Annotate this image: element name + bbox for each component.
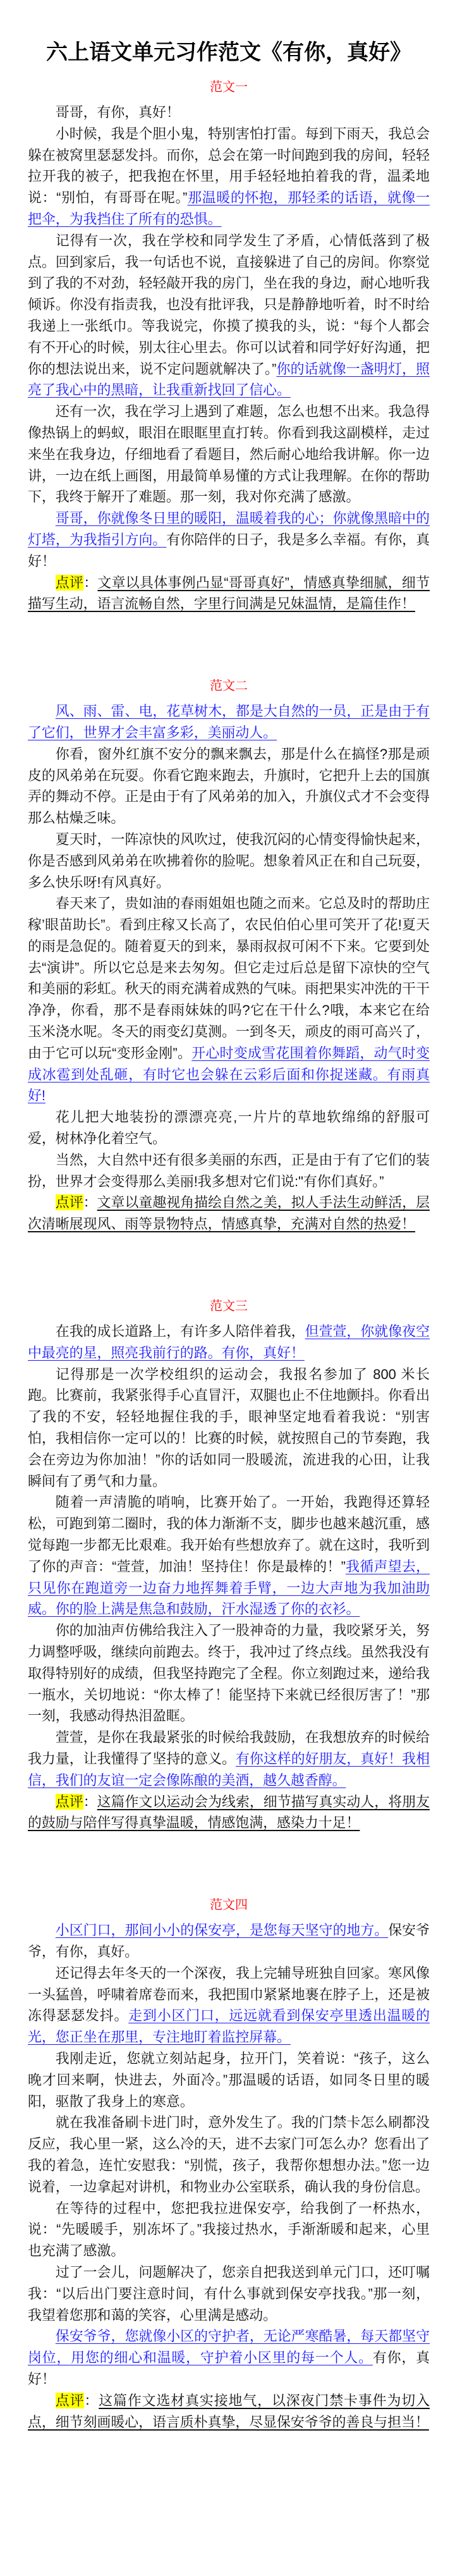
paragraph-text: 随着一声清脆的哨响，比赛开始了。一开始，我跑得还算轻松，可跑到第二圈时，我的体力渐渐不支，脚步也越来越沉重，感觉每跑一步都无比艰难。我开始有些想放弃了。就在这时，我听到了你的声音：“萱萱，加油！坚持住！你是最棒的！” (28, 1494, 430, 1574)
highlighted-sentence: 那温暖的怀抱，那轻柔的话语，就像一把伞，为我挡住了所有的恐惧。 (28, 190, 430, 227)
essay-paragraph (28, 123, 430, 230)
paragraph-text: 哥哥，有你，真好！ (55, 104, 180, 120)
review-comment (28, 1791, 430, 1834)
essay-section (28, 77, 430, 615)
document-title: 六上语文单元习作范文《有你，真好》 (46, 40, 411, 64)
paragraph-text: 你看，窗外红旗不安分的飘来飘去，那是什么在搞怪?那是顽皮的风弟弟在玩耍。你看它跑来跑去，升旗时，它把升上去的国旗弄的舞动不停。正是由于有了风弟弟的加入，升旗仪式才不会变得那么枯燥乏味。 (28, 745, 430, 826)
highlighted-sentence: 风、雨、雷、电，花草树木，都是大自然的一员，正是由于有了它们，世界才会丰富多彩，美丽动人。 (28, 703, 430, 740)
highlighted-sentence: 开心时变成雪花围着你舞蹈，动气时变成冰雹到处乱砸，有时它也会躲在云彩后面和你捉迷藏。有雨真好! (28, 1045, 430, 1104)
essay-section (28, 1894, 430, 2432)
paragraph-text: 还记得去年冬天的一个深夜，我上完辅导班独自回家。寒风像一头猛兽，呼啸着席卷而来，我把围巾紧紧地裹在脖子上，还是被冻得瑟瑟发抖。 (28, 1965, 430, 2024)
essay-section (28, 675, 430, 1235)
highlighted-sentence: 小区门口，那间小小的保安亭，是您每天坚守的地方。 (55, 1922, 389, 1939)
review-label: 点评 (55, 574, 84, 591)
paragraph-text: 保安爷爷，有你，真好。 (28, 1922, 430, 1960)
essay-paragraph (28, 1492, 430, 1620)
review-comment (28, 2390, 430, 2433)
essay-paragraph (28, 508, 430, 572)
essay-heading: 范文一 (210, 80, 248, 94)
essay-paragraph (28, 2198, 430, 2262)
paragraph-text: 萱萱，是你在我最紧张的时候给我鼓励，在我想放弃的时候给我力量，让我懂得了坚持的意义。 (28, 1729, 430, 1767)
review-label: 点评 (55, 2392, 85, 2408)
essay-heading: 范文三 (210, 1299, 248, 1314)
essay-paragraph (28, 893, 430, 1107)
essay-paragraph (28, 1107, 430, 1150)
highlighted-sentence: 但萱萱，你就像夜空中最亮的星，照亮我前行的路。有你，真好！ (28, 1323, 430, 1361)
highlighted-sentence: 有你这样的好朋友，真好！我相信，我们的友谊一定会像陈酿的美酒，越久越香醇。 (28, 1750, 430, 1788)
essay-paragraph (28, 401, 430, 508)
paragraph-text: 过了一会儿，问题解决了，您亲自把我送到单元门口，还叮嘱我：“以后出门要注意时间，有什么事就到保安亭找我。”那一刻，我望着您那和蔼的笑容，心里满是感动。 (28, 2264, 430, 2323)
essay-paragraph (28, 1364, 430, 1492)
essay-paragraph (28, 230, 430, 401)
essay-heading: 范文四 (210, 1898, 248, 1913)
paragraph-text: 春天来了，贵如油的春雨姐姐也随之而来。它总及时的帮助庄稼’眼苗助长”。看到庄稼又长高了，农民伯伯心里可笑开了花!夏天的雨是急促的。随着夏天的到来，暴雨叔叔可闲不下来。它要到处去“演讲”。所以它总是来去匆匆。但它走过后总是留下凉快的空气和美丽的彩虹。秋天的雨充满着成熟的气味。雨把果实冲洗的干干净净，你看，那不是春雨妹妹的吗?它在干什么?哦，本来它在给玉米浇水呢。冬天的雨变幻莫测。一到冬天，顽皮的雨可高兴了，由于它可以玩“变形金刚”。 (28, 895, 430, 1061)
paragraph-text: 夏天时，一阵凉快的风吹过，使我沉闷的心情变得愉快起来，你是否感到风弟弟在吹拂着你的脸呢。想象着风正在和自己玩耍，多么快乐呀!有风真好。 (28, 831, 430, 890)
essay-paragraph (28, 701, 430, 744)
review-text: 文章以童趣视角描绘自然之美，拟人手法生动鲜活，层次清晰展现风、雨等景物特点，情感真挚，充满对自然的热爱！ (28, 1194, 430, 1232)
essay-paragraph (28, 1150, 430, 1193)
essay-paragraph (28, 744, 430, 829)
review-label: 点评 (55, 1194, 83, 1211)
paragraph-text: 在等待的过程中，您把我拉进保安亭，给我倒了一杯热水，说：“先暖暖手，别冻坏了。”我接过热水，手渐渐暖和起来，心里也充满了感激。 (28, 2200, 430, 2259)
review-text: 这篇作文以运动会为线索，细节描写真实动人，将朋友的鼓励与陪伴写得真挚温暖，情感饱满，感染力十足！ (28, 1793, 430, 1831)
essay-heading: 范文二 (210, 679, 248, 694)
essay-paragraph (28, 102, 430, 123)
paragraph-text: 小时候，我是个胆小鬼，特别害怕打雷。每到下雨天，我总会躲在被窝里瑟瑟发抖。而你，总会在第一时间跑到我的房间，轻轻拉开我的被子，把我抱在怀里，用手轻轻地拍着我的背，温柔地说：“别怕，有哥哥在呢。” (28, 125, 430, 206)
review-label: 点评 (55, 1793, 83, 1810)
paragraph-text: 有你陪伴的日子，我是多么幸福。有你，真好！ (28, 531, 430, 569)
highlighted-sentence: 走到小区门口，远远就看到保安亭里透出温暖的光，您正坐在那里，专注地盯着监控屏幕。 (28, 2008, 430, 2045)
highlighted-sentence: 你的话就像一盏明灯，照亮了我心中的黑暗，让我重新找回了信心。 (28, 360, 430, 398)
highlighted-sentence: 哥哥，你就像冬日里的暖阳，温暖着我的心；你就像黑暗中的灯塔，为我指引方向。 (28, 510, 430, 548)
paragraph-text: 还有一次，我在学习上遇到了难题，怎么也想不出来。我急得像热锅上的蚂蚁，眼泪在眼眶里直打转。你看到我这副模样，走过来坐在我身边，仔细地看了看题目，然后耐心地给我讲解。你一边讲，一边在纸上画图，用最简单易懂的方式让我理解。在你的帮助下，我终于解开了难题。那一刻，我对你充满了感激。 (28, 403, 430, 505)
review-colon: ： (83, 574, 98, 591)
review-colon: ： (83, 1793, 97, 1810)
paragraph-text: 有你，真好！ (28, 2350, 430, 2387)
paragraph-text: 当然，大自然中还有很多美丽的东西，正是由于有了它们的装扮，世界才会变得那么美丽!我多想对它们说:"有你们真好。” (28, 1151, 430, 1189)
essay-paragraph (28, 1920, 430, 1963)
review-comment (28, 1192, 430, 1235)
review-comment (28, 572, 430, 615)
essay-section (28, 1296, 430, 1834)
essay-paragraph (28, 1620, 430, 1727)
review-text: 这篇作文选材真实接地气，以深夜门禁卡事件为切入点，细节刻画暖心，语言质朴真挚，尽显保安爷爷的善良与担当！ (28, 2392, 430, 2430)
review-colon: ： (84, 2392, 99, 2408)
paragraph-text: 花儿把大地装扮的漂漂亮亮,一片片的草地软绵绵的舒服可爱，树林净化着空气。 (28, 1109, 430, 1147)
essay-paragraph (28, 1321, 430, 1364)
essay-paragraph (28, 2326, 430, 2389)
essay-paragraph (28, 829, 430, 893)
essay-paragraph (28, 1963, 430, 2048)
paragraph-text: 你的加油声仿佛给我注入了一股神奇的力量，我咬紧牙关，努力调整呼吸，继续向前跑去。终于，我冲过了终点线。虽然我没有取得特别好的成绩，但我坚持跑完了全程。你立刻跑过来，递给我一瓶水，关切地说：“你太棒了！能坚持下来就已经很厉害了！”那一刻，我感动得热泪盈眶。 (28, 1622, 430, 1724)
essay-paragraph (28, 2112, 430, 2197)
review-text: 文章以具体事例凸显“哥哥真好”，情感真挚细腻，细节描写生动，语言流畅自然，字里行间满是兄妹温情，是篇佳作！ (28, 574, 430, 612)
paragraph-text: 记得那是一次学校组织的运动会，我报名参加了 800 米长跑。比赛前，我紧张得手心直冒汗，双腿也止不住地颤抖。你看出了我的不安，轻轻地握住我的手，眼神坚定地看着我说：“别害怕，我相信你一定可以的！比赛的时候，就按照自己的节奏跑，我会在旁边为你加油！”你的话如同一股暖流，流进我的心田，让我瞬间有了勇气和力量。 (28, 1366, 430, 1489)
essay-paragraph (28, 2048, 430, 2112)
paragraph-text: 就在我准备刷卡进门时，意外发生了。我的门禁卡怎么刷都没反应，我心里一紧，这么冷的天，进不去家门可怎么办？您看出了我的着急，连忙安慰我：“别慌，孩子，我帮你想想办法。”您一边说着，一边拿起对讲机，和物业办公室联系，确认我的身份信息。 (28, 2114, 430, 2195)
highlighted-sentence: 我循声望去，只见你在跑道旁一边奋力地挥舞着手臂，一边大声地为我加油助威。你的脸上满是焦急和鼓励，汗水湿透了你的衣衫。 (28, 1558, 430, 1617)
essay-paragraph (28, 2262, 430, 2326)
highlighted-sentence: 保安爷爷，您就像小区的守护者，无论严寒酷暑，每天都坚守岗位，用您的细心和温暖，守护着小区里的每一个人。 (28, 2328, 430, 2366)
paragraph-text: 我刚走近，您就立刻站起身，拉开门，笑着说：“孩子，这么晚才回来啊，快进去，外面冷。”那温暖的话语，如同冬日里的暖阳，驱散了我身上的寒意。 (28, 2050, 430, 2109)
review-colon: ： (83, 1194, 97, 1211)
paragraph-text: 记得有一次，我在学校和同学发生了矛盾，心情低落到了极点。回到家后，我一句话也不说，直接躲进了自己的房间。你察觉到了我的不对劲，轻轻敲开我的房门，坐在我的身边，耐心地听我倾诉。你没有指责我，也没有批评我，只是静静地听着，时不时给我递上一张纸巾。等我说完，你摸了摸我的头，说：“每个人都会有不开心的时候，别太往心里去。你可以试着和同学好好沟通，把你的想法说出来，说不定问题就解决了。” (28, 232, 430, 377)
essay-list (28, 77, 430, 2432)
paragraph-text: 在我的成长道路上，有许多人陪伴着我， (55, 1323, 305, 1340)
essay-paragraph (28, 1727, 430, 1791)
